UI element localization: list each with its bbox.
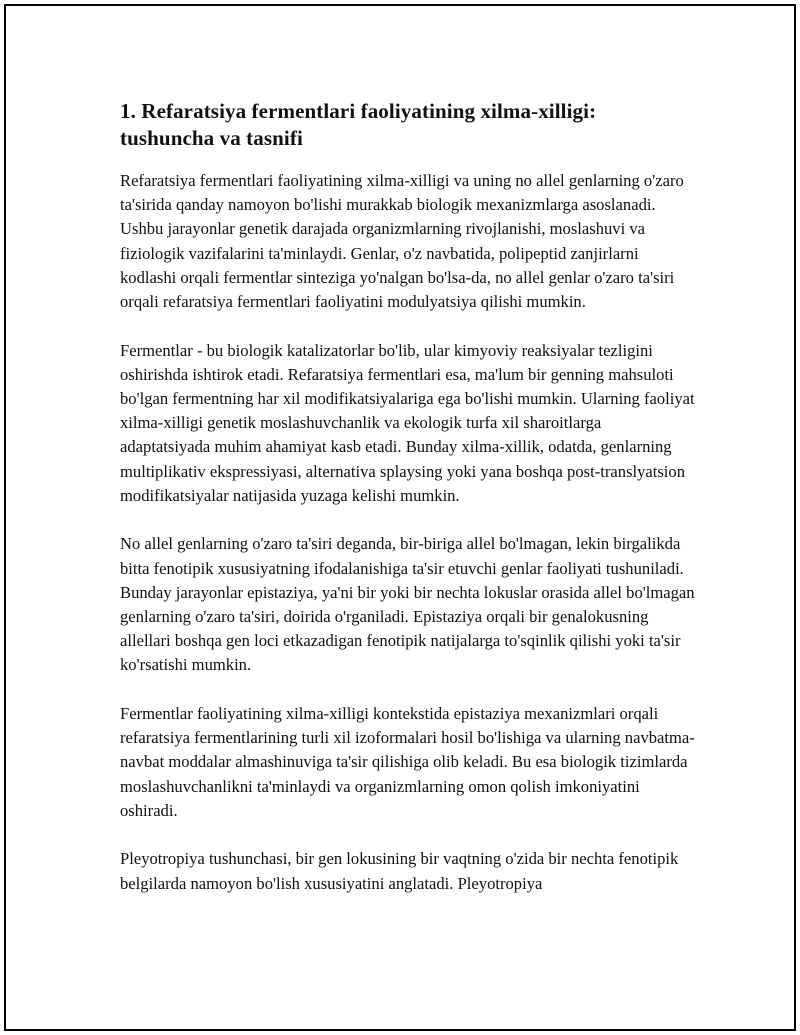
- paragraph-4: Fermentlar faoliyatining xilma-xilligi kontekstida epistaziya mexanizmlari orqali refaratsiya fermentlarining turli xil izoformalari hosil bo'lishiga va ularning navbatma-navbat moddalar almashinuviga ta'sir qilishiga olib keladi. Bu esa biologik tizimlarda moslashuvchanlikni ta'minlaydi va organizmlarning omon qolish imkoniyatini oshiradi.: [120, 704, 695, 820]
- paragraph-5: Pleyotropiya tushunchasi, bir gen lokusining bir vaqtning o'zida bir nechta fenotipik belgilarda namoyon bo'lish xususiyatini anglatadi. Pleyotropiya: [120, 849, 679, 893]
- document-body: [120, 98, 695, 920]
- page-frame: [4, 4, 796, 1031]
- section-heading: 1. Refaratsiya fermentlari faoliyatining xilma-xilligi: tushuncha va tasnifi: [120, 99, 597, 150]
- paragraph-3: No allel genlarning o'zaro ta'siri deganda, bir-biriga allel bo'lmagan, lekin birgalikda bitta fenotipik xususiyatning ifodalanishiga ta'sir etuvchi genlar faoliyati tushuniladi. Bunday jarayonlar epistaziya, ya'ni bir yoki bir nechta lokuslar orasida allel bo'lmagan genlarning o'zaro ta'siri, doirida o'rganiladi. Epistaziya orqali bir genalokusning allellari boshqa gen loci etkazadigan fenotipik natijalarga to'sqinlik qilishi yoki ta'sir ko'rsatishi mumkin.: [120, 534, 695, 675]
- paragraph-2: Fermentlar - bu biologik katalizatorlar bo'lib, ular kimyoviy reaksiyalar tezligini oshirishda ishtirok etadi. Refaratsiya fermentlari esa, ma'lum bir genning mahsuloti bo'lgan fermentning har xil modifikatsiyalariga ega bo'lishi mumkin. Ularning faoliyat xilma-xilligi genetik moslashuvchanlik va ekologik turfa xil sharoitlarga adaptatsiyada muhim ahamiyat kasb etadi. Bunday xilma-xillik, odatda, genlarning multiplikativ ekspressiyasi, alternativa splaysing yoki yana boshqa post-translyatsion modifikatsiyalar natijasida yuzaga kelishi mumkin.: [120, 340, 695, 505]
- paragraph-1: Refaratsiya fermentlari faoliyatining xilma-xilligi va uning no allel genlarning o'zaro ta'sirida qanday namoyon bo'lishi murakkab biologik mexanizmlarga asoslanadi. Ushbu jarayonlar genetik darajada organizmlarning rivojlanishi, moslashuvi va fiziologik vazifalarini ta'minlaydi. Genlar, o'z navbatida, polipeptid zanjirlarni kodlashi orqali fermentlar sinteziga yo'nalgan bo'lsa-da, no allel genlar o'zaro ta'siri orqali refaratsiya fermentlari faoliyatini modulyatsiya qilishi mumkin.: [120, 171, 684, 312]
